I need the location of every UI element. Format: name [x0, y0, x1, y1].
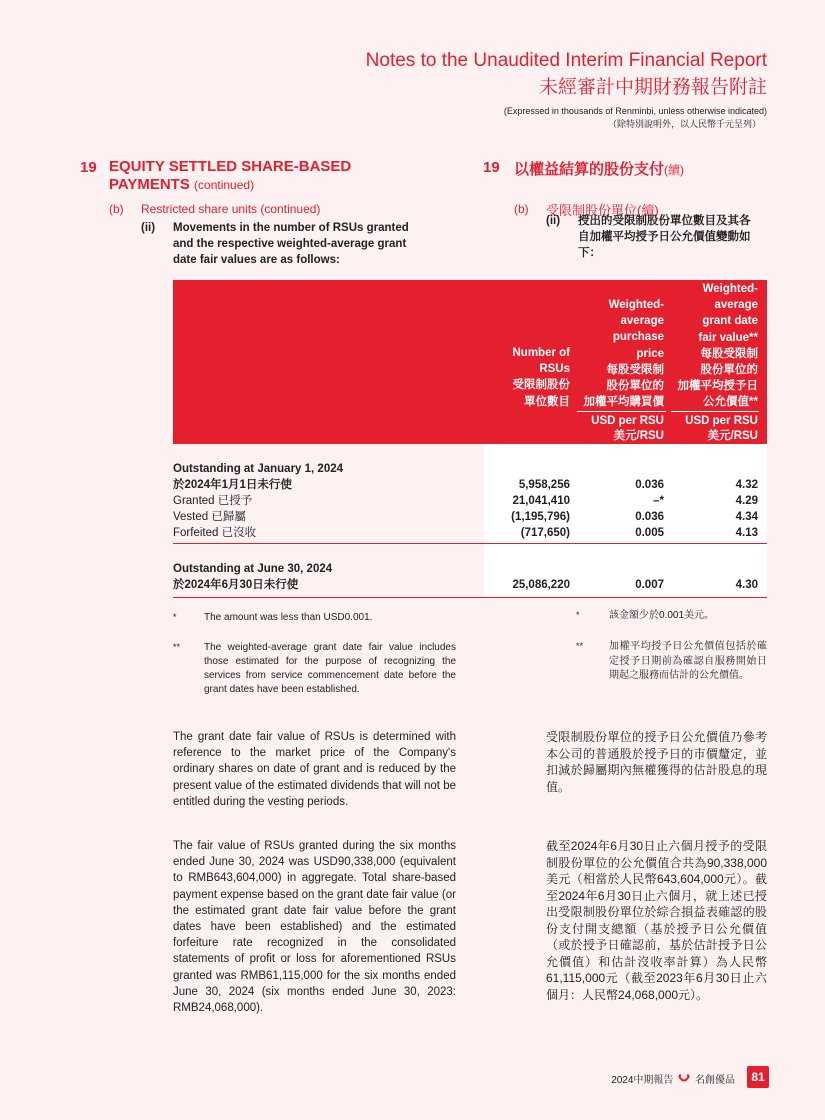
- footer-report-name: 2024中期報告: [611, 1075, 674, 1086]
- table-cell: 4.13: [735, 527, 758, 539]
- paragraph-en: The fair value of RSUs granted during the six months ended June 30, 2024 was USD90,338,000 (equivalent to RMB643,604,000) in aggregate. Total share-based payment expense based on the grant date fair value (or the estimated grant date fair value before the grant dates have been established) and the estimated forfeiture rate recognized in the consolidated statements of profit or loss for aforementioned RSUs granted was RMB61,115,000 for the six months ended June 30, 2024 (six months ended June 30, 2023: RMB24,068,000).: [173, 840, 456, 1015]
- table-cell: 21,041,410: [512, 495, 570, 507]
- item-text-line: 自加權平均授予日公允價值變動如: [578, 231, 751, 243]
- header-line: average: [714, 299, 758, 312]
- column-header-purchase-price: [564, 297, 664, 410]
- section-title-line2: PAYMENTS: [109, 176, 190, 193]
- paragraph-zh: 受限制股份單位的授予日公允價值乃參考本公司的普通股於授予日的市價釐定，並扣減於歸屬期內無權獲得的估計股息的現值。: [546, 730, 767, 794]
- report-title-en: Notes to the Unaudited Interim Financial Report: [365, 50, 767, 71]
- header-line: 受限制股份: [512, 379, 570, 392]
- item-text-line: and the respective weighted-average grant: [173, 238, 407, 250]
- column-divider: [577, 411, 666, 412]
- section-number-zh: 19: [483, 159, 500, 176]
- item-text-line: Movements in the number of RSUs granted: [173, 222, 409, 234]
- subsection-label-zh: (b): [514, 202, 529, 216]
- section-number: 19: [80, 159, 97, 176]
- table-rule: [173, 543, 767, 544]
- closing-price: 0.007: [635, 579, 664, 591]
- footnote-mark: **: [173, 642, 181, 652]
- footer-brand: 名創優品: [695, 1075, 735, 1086]
- item-text-en: [173, 220, 463, 268]
- header-line: 每股受限制: [700, 347, 758, 360]
- brand-logo-icon: [678, 1075, 693, 1086]
- section-title-zh-text: 以權益結算的股份支付: [514, 161, 665, 178]
- table-row-label: Granted 已授予: [173, 495, 253, 507]
- table-cell: 0.036: [635, 511, 664, 523]
- section-continued-zh: (續): [664, 163, 685, 177]
- section-title-en: [109, 158, 351, 194]
- header-line: purchase: [612, 331, 664, 344]
- table-cell: (717,650): [520, 527, 570, 539]
- header-line: Number of: [512, 347, 570, 359]
- subsection-label: (b): [109, 202, 124, 216]
- closing-rsus: 25,086,220: [512, 579, 570, 591]
- unit-label-purchase-price: [564, 414, 664, 444]
- table-cell: (1,195,796): [511, 511, 570, 523]
- section-continued: (continued): [194, 178, 255, 192]
- header-line: price: [636, 347, 664, 360]
- item-text-line: 下：: [578, 247, 601, 259]
- page-number: 81: [747, 1066, 769, 1088]
- report-title-zh: 未經審計中期財務報告附註: [538, 77, 767, 98]
- subsection-title-en: Restricted share units (continued): [141, 202, 321, 216]
- header-line: Weighted-: [702, 283, 758, 295]
- header-line: 加權平均購買價: [583, 396, 664, 409]
- table-row-label: Forfeited 已沒收: [173, 527, 257, 539]
- header-line: Weighted-: [608, 299, 664, 311]
- unit-line: USD per RSU: [685, 415, 758, 427]
- footnote-text-en: The amount was less than USD0.001.: [204, 612, 373, 623]
- closing-fair-value: 4.30: [735, 579, 758, 591]
- item-text-line: date fair values are as follows:: [173, 254, 340, 266]
- header-line: 公允價值**: [703, 396, 758, 409]
- column-header-rsus: [460, 345, 570, 410]
- section-title-zh: [514, 158, 684, 179]
- item-label-zh: (ii): [546, 215, 561, 227]
- footnote-mark-zh: *: [576, 610, 580, 620]
- opening-rsus: 5,958,256: [518, 479, 570, 491]
- opening-fair-value: 4.32: [735, 479, 758, 491]
- table-rule: [173, 597, 767, 598]
- table-cell: 4.29: [735, 495, 758, 507]
- header-line: 股份單位的: [606, 380, 664, 393]
- header-line: RSUs: [539, 363, 570, 376]
- header-line: 單位數目: [524, 395, 570, 408]
- table-cell: –*: [653, 495, 664, 507]
- table-header: [173, 280, 767, 444]
- header-line: fair value**: [698, 331, 758, 344]
- footnote-text-en: The weighted-average grant date fair value includes those estimated for the purpose of recognizing the services from service commencement date before the grant dates have been established.: [204, 642, 456, 695]
- footnote-mark: *: [173, 612, 177, 622]
- unit-line: USD per RSU: [591, 415, 664, 427]
- footer: [611, 1071, 735, 1086]
- opening-label-en: Outstanding at January 1, 2024: [173, 463, 344, 475]
- footnote-text-zh: 該金額少於0.001美元。: [609, 610, 715, 621]
- column-divider: [671, 411, 759, 412]
- column-header-fair-value: [658, 281, 758, 411]
- opening-label-zh: 於2024年1月1日未行使: [173, 479, 292, 491]
- paragraph-zh: 截至2024年6月30日止六個月授予的受限制股份單位的公允價值合共為90,338,000美元（相當於人民幣643,604,000元）。截至2024年6月30日止六個月，就上述已授出受限制股份單位於綜合損益表確認的股份支付開支總額（基於授予日公允價值（或於授予日確認前，基於估計授予日公允價值）和估計沒收率計算）為人民幣61,115,000元（截至2023年6月30日止六個月：人民幣24,068,000元）。: [546, 839, 767, 1002]
- item-text-zh: [578, 213, 768, 261]
- footnote-mark-zh: **: [576, 641, 584, 651]
- unit-label-fair-value: [658, 414, 758, 444]
- header-line: 每股受限制: [606, 363, 664, 376]
- item-label: (ii): [141, 222, 156, 234]
- unit-line: 美元/RSU: [707, 430, 758, 442]
- table-row-label: Vested 已歸屬: [173, 511, 246, 523]
- header-line: 股份單位的: [700, 364, 758, 377]
- currency-note-zh: （除特別說明外，以人民幣千元呈列）: [607, 119, 761, 129]
- closing-label-en: Outstanding at June 30, 2024: [173, 563, 333, 575]
- table-cell: 0.005: [635, 527, 664, 539]
- table-cell: 4.34: [735, 511, 758, 523]
- header-line: average: [620, 315, 664, 328]
- currency-note-en: (Expressed in thousands of Renminbi, unless otherwise indicated): [503, 106, 767, 116]
- header-line: grant date: [702, 315, 758, 328]
- header-line: 加權平均授予日: [677, 380, 758, 393]
- opening-price: 0.036: [635, 479, 664, 491]
- subsection-title-zh: 受限制股份單位(續): [546, 203, 659, 218]
- paragraph-en: The grant date fair value of RSUs is determined with reference to the market price of the Company's ordinary shares on date of grant and is reduced by the present value of the estimated dividends that will not be entitled during the vesting periods.: [173, 731, 456, 808]
- closing-label-zh: 於2024年6月30日未行使: [173, 579, 299, 591]
- footnote-text-zh: 加權平均授予日公允價值包括於確定授予日期前為確認自服務開始日期起之服務而估計的公允價值。: [609, 641, 767, 681]
- item-text-line: 授出的受限制股份單位數目及其各: [578, 215, 751, 227]
- unit-line: 美元/RSU: [613, 430, 664, 442]
- section-title-line1: EQUITY SETTLED SHARE-BASED: [109, 158, 352, 175]
